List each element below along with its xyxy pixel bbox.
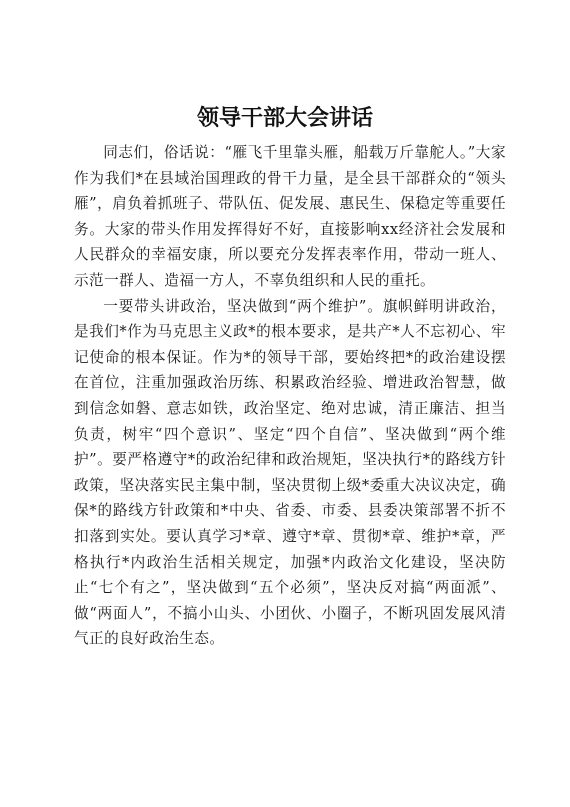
title-part-1: 领导 <box>196 106 241 131</box>
paragraph-1: 同志们，俗话说：“雁飞千里靠头雁，船载万斤靠舵人。”大家作为我们*在县域治国理政的骨干力量，是全县干部群众的“领头雁”，肩负着抓班子、带队伍、促发展、惠民生、保稳定等重要任务。大家的带头作用发挥得好不好，直接影响xx经济社会发展和人民群众的幸福安康，所以要充分发挥表率作用，带动一班人、示范一群人、造福一方人，不辜负组织和人民的重托。 <box>74 144 506 289</box>
title-part-3: 讲话 <box>329 106 374 131</box>
paragraph-2: 一要带头讲政治，坚决做到“两个维护”。旗帜鲜明讲政治，是我们*作为马克思主义政*的根本要求，是共产*人不忘初心、牢记使命的根本保证。作为*的领导干部，要始终把*的政治建设摆在首位，注重加强政治历练、积累政治经验、增进政治智慧，做到信念如磐、意志如铁，政治坚定、绝对忠诚，清正廉洁、担当负责，树牢“四个意识”、坚定“四个自信”、坚决做到“两个维护”。要严格遵守*的政治纪律和政治规矩，坚决执行*的路线方针政策，坚决落实民主集中制，坚决贯彻上级*委重大决议决定，确保*的路线方针政策和*中央、省委、市委、县委决策部署不折不扣落到实处。要认真学习*章、遵守*章、贯彻*章、维护*章，严格执行*内政治生活相关规定，加强*内政治文化建设，坚决防止“七个有之”，坚决做到“五个必须”，坚决反对搞“两面派”、做“两面人”，不搞小山头、小团伙、小圈子，不断巩固发展风清气正的良好政治生态。 <box>74 297 506 648</box>
page-title <box>0 104 570 134</box>
title-part-2: 干部大会 <box>240 106 329 131</box>
speech-body <box>74 140 506 652</box>
